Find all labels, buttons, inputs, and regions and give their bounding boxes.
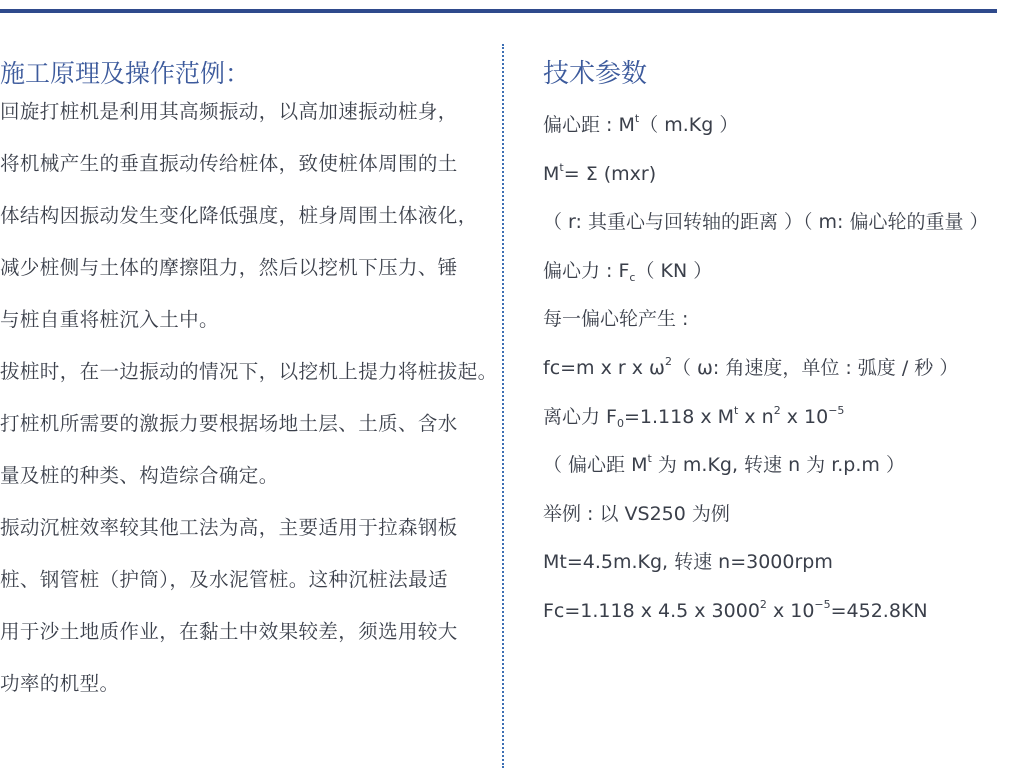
variable-definition-line: （ r: 其重心与回转轴的距离 ）（ m: 偏心轮的重量 ） [543,211,989,234]
paragraph-line: 减少桩侧与土体的摩擦阻力，然后以挖机下压力、锤 [0,256,458,279]
eccentric-moment-line: 偏心距 : $M^t$（ m.Kg ） [543,112,739,136]
paragraph-line: 体结构因振动发生变化降低强度，桩身周围土体液化， [0,204,478,227]
paragraph-line: 振动沉桩效率较其他工法为高，主要适用于拉森钢板 [0,516,458,539]
top-rule [0,9,997,13]
example-values-line: Mt=4.5m.Kg, 转速 n=3000rpm [543,551,833,574]
fc-formula-line: fc=m x r x $\omega^2$（ ω: 角速度，单位 : 弧度 / 秒 ） [543,354,959,379]
construction-principle-section [0,52,498,724]
paragraph-line: 回旋打桩机是利用其高频振动，以高加速振动桩身， [0,100,458,123]
paragraph-line: 用于沙土地质作业，在黏土中效果较差，须选用较大 [0,620,458,643]
paragraph-line: 桩、钢管桩（护筒），及水泥管桩。这种沉桩法最适 [0,568,448,591]
paragraph-line: 打桩机所需要的激振力要根据场地土层、土质、含水 [0,412,458,435]
section-title: 技术参数 [543,59,648,89]
example-heading-line: 举例 : 以 VS250 为例 [543,502,730,525]
paragraph-line: 量及桩的种类、构造综合确定。 [0,464,279,487]
centrifugal-force-formula-line: 离心力 $F_0=1.118$ x $M^t$ x $n^2$ x $10^{-5}$ [543,403,845,430]
paragraph-line: 将机械产生的垂直振动传给桩体，致使桩体周围的土 [0,152,458,175]
units-note-line: （ 偏心距 $M^t$ 为 m.Kg, 转速 n 为 r.p.m ） [543,452,905,477]
paragraph-line: 与桩自重将桩沉入土中。 [0,308,219,331]
moment-formula-line: $M^t= \Sigma$ (mxr) [543,160,657,185]
paragraph-line: 拔桩时，在一边振动的情况下，以挖机上提力将桩拔起。 [0,360,498,383]
eccentric-force-line: 偏心力 : $F_c$（ KN ） [543,259,713,284]
per-wheel-line: 每一偏心轮产生 : [543,308,689,331]
section-title: 施工原理及操作范例： [0,59,251,88]
technical-parameters-section [543,52,1013,647]
example-result-line: Fc=1.118 x 4.5 x 3000$^2$ x $10^{-5}=452.8KN$ [543,597,928,622]
paragraph-line: 功率的机型。 [0,672,120,695]
column-divider [502,44,504,768]
